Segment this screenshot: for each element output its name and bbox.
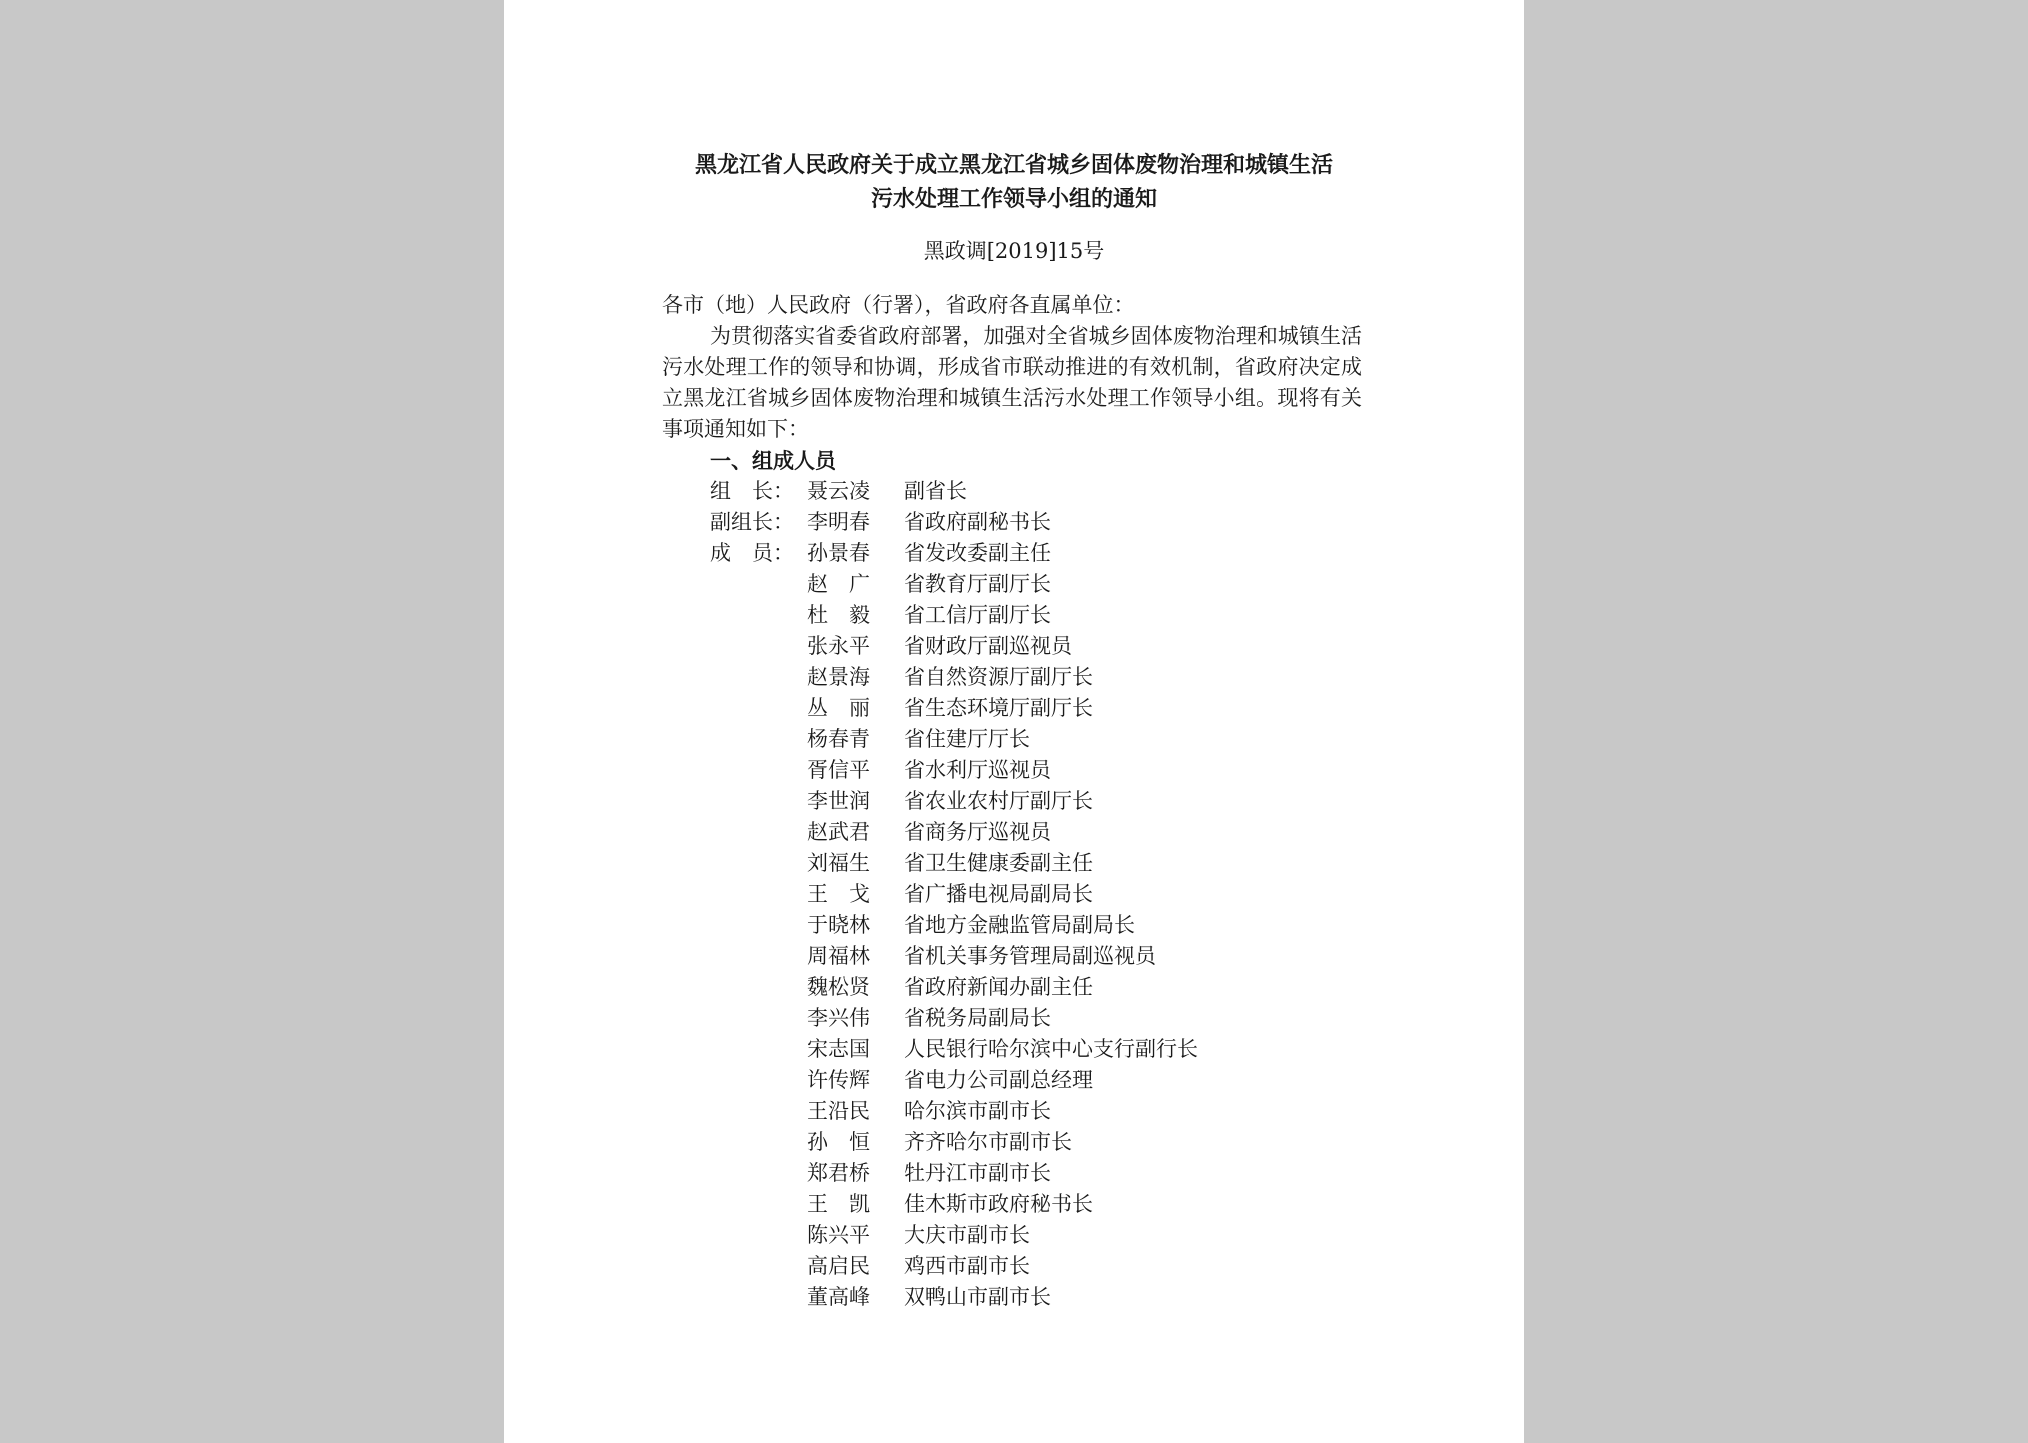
member-row [662, 1034, 1362, 1065]
member-row [662, 1065, 1362, 1096]
member-row [662, 786, 1362, 817]
member-role [662, 724, 807, 755]
member-row [662, 507, 1362, 538]
member-post: 哈尔滨市副市长 [904, 1099, 1051, 1123]
member-name: 许传辉 [807, 1068, 870, 1092]
member-post: 省广播电视局副局长 [904, 882, 1093, 906]
member-name: 王 凯 [807, 1192, 870, 1216]
member-name: 孙景春 [807, 541, 870, 565]
member-role: 副组长： [710, 510, 794, 534]
member-role [662, 1003, 807, 1034]
title-line-2: 污水处理工作领导小组的通知 [870, 186, 1157, 212]
member-role [662, 1034, 807, 1065]
member-post: 省商务厅巡视员 [904, 820, 1051, 844]
member-role [662, 631, 807, 662]
member-row [662, 538, 1362, 569]
member-post: 佳木斯市政府秘书长 [904, 1192, 1093, 1216]
member-name: 李世润 [807, 789, 870, 813]
member-post: 副省长 [904, 479, 967, 503]
member-role [662, 755, 807, 786]
member-name: 赵 广 [807, 572, 870, 596]
member-name: 聂云凌 [807, 479, 870, 503]
member-row [662, 693, 1362, 724]
member-row [662, 817, 1362, 848]
document-body [662, 290, 1362, 1313]
member-role [662, 662, 807, 693]
member-name: 张永平 [807, 634, 870, 658]
member-name: 郑君桥 [807, 1161, 870, 1185]
member-row [662, 879, 1362, 910]
member-name: 刘福生 [807, 851, 870, 875]
member-post: 人民银行哈尔滨中心支行副行长 [904, 1037, 1198, 1061]
member-post: 牡丹江市副市长 [904, 1161, 1051, 1185]
member-row [662, 631, 1362, 662]
member-row [662, 1220, 1362, 1251]
member-row [662, 1282, 1362, 1313]
member-row [662, 600, 1362, 631]
member-post: 省机关事务管理局副巡视员 [904, 944, 1156, 968]
member-post: 省政府副秘书长 [904, 510, 1051, 534]
member-post: 鸡西市副市长 [904, 1254, 1030, 1278]
member-row [662, 724, 1362, 755]
member-row [662, 1127, 1362, 1158]
member-role [662, 848, 807, 879]
section-heading-members: 一、组成人员 [710, 448, 836, 473]
member-post: 省税务局副局长 [904, 1006, 1051, 1030]
member-name: 王 戈 [807, 882, 870, 906]
document-title [504, 148, 1524, 216]
member-role [662, 1065, 807, 1096]
member-name: 董高峰 [807, 1285, 870, 1309]
document-page [504, 0, 1524, 1443]
member-post: 省农业农村厅副厅长 [904, 789, 1093, 813]
member-role [662, 569, 807, 600]
member-name: 李兴伟 [807, 1006, 870, 1030]
member-role [662, 786, 807, 817]
member-name: 胥信平 [807, 758, 870, 782]
member-post: 省电力公司副总经理 [904, 1068, 1093, 1092]
member-row [662, 941, 1362, 972]
member-role [662, 1220, 807, 1251]
member-role [662, 817, 807, 848]
member-name: 赵武君 [807, 820, 870, 844]
member-post: 省水利厅巡视员 [904, 758, 1051, 782]
member-role [662, 972, 807, 1003]
paragraph-intro: 为贯彻落实省委省政府部署，加强对全省城乡固体废物治理和城镇生活污水处理工作的领导和协调，形成省市联动推进的有效机制，省政府决定成立黑龙江省城乡固体废物治理和城镇生活污水处理工作领导小组。现将有关事项通知如下： [662, 324, 1362, 441]
member-row [662, 1003, 1362, 1034]
member-post: 省卫生健康委副主任 [904, 851, 1093, 875]
member-name: 周福林 [807, 944, 870, 968]
member-post: 省地方金融监管局副局长 [904, 913, 1135, 937]
member-role [662, 1127, 807, 1158]
member-name: 王沿民 [807, 1099, 870, 1123]
member-list [662, 476, 1362, 1313]
member-row [662, 910, 1362, 941]
member-name: 陈兴平 [807, 1223, 870, 1247]
member-role: 成 员： [710, 541, 794, 565]
member-name: 丛 丽 [807, 696, 870, 720]
member-post: 省住建厅厅长 [904, 727, 1030, 751]
member-role [662, 1096, 807, 1127]
member-row [662, 755, 1362, 786]
title-line-1: 黑龙江省人民政府关于成立黑龙江省城乡固体废物治理和城镇生活 [694, 152, 1333, 178]
member-role [662, 1189, 807, 1220]
member-role [662, 693, 807, 724]
member-role [662, 1251, 807, 1282]
document-number: 黑政调[2019]15号 [923, 239, 1105, 263]
member-role [662, 1282, 807, 1313]
member-row [662, 848, 1362, 879]
member-role [662, 600, 807, 631]
member-post: 大庆市副市长 [904, 1223, 1030, 1247]
member-post: 省教育厅副厅长 [904, 572, 1051, 596]
member-role [662, 1158, 807, 1189]
member-row [662, 1096, 1362, 1127]
member-name: 于晓林 [807, 913, 870, 937]
member-post: 齐齐哈尔市副市长 [904, 1130, 1072, 1154]
member-role: 组 长： [710, 479, 794, 503]
member-row [662, 1189, 1362, 1220]
member-row [662, 972, 1362, 1003]
member-post: 省政府新闻办副主任 [904, 975, 1093, 999]
member-role [662, 941, 807, 972]
member-row [662, 569, 1362, 600]
member-name: 孙 恒 [807, 1130, 870, 1154]
member-post: 省财政厅副巡视员 [904, 634, 1072, 658]
member-name: 杨春青 [807, 727, 870, 751]
member-row [662, 1158, 1362, 1189]
member-role [662, 879, 807, 910]
member-name: 宋志国 [807, 1037, 870, 1061]
member-name: 高启民 [807, 1254, 870, 1278]
member-row [662, 662, 1362, 693]
member-role [662, 910, 807, 941]
member-name: 杜 毅 [807, 603, 870, 627]
member-name: 李明春 [807, 510, 870, 534]
member-post: 省发改委副主任 [904, 541, 1051, 565]
member-post: 省工信厅副厅长 [904, 603, 1051, 627]
member-post: 省自然资源厅副厅长 [904, 665, 1093, 689]
member-row [662, 1251, 1362, 1282]
member-name: 魏松贤 [807, 975, 870, 999]
member-name: 赵景海 [807, 665, 870, 689]
salutation: 各市（地）人民政府（行署），省政府各直属单位： [662, 293, 1135, 317]
member-row [662, 476, 1362, 507]
member-post: 省生态环境厅副厅长 [904, 696, 1093, 720]
member-post: 双鸭山市副市长 [904, 1285, 1051, 1309]
